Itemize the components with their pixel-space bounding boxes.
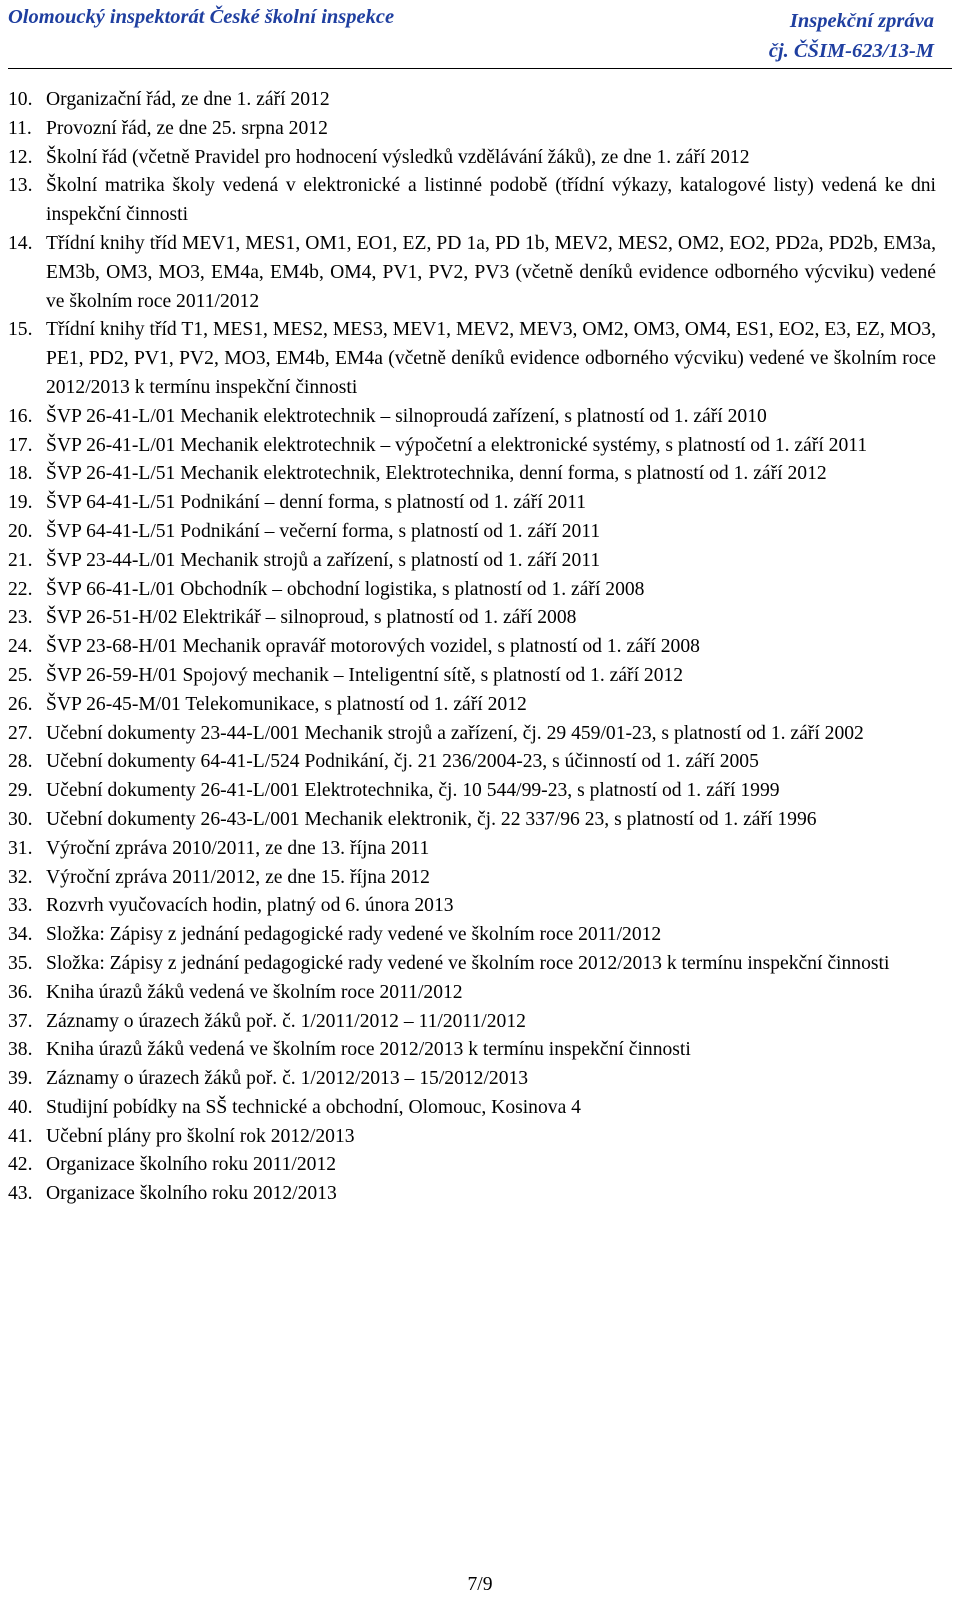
list-item-number: 32. (8, 866, 33, 888)
header-divider (8, 68, 952, 69)
list-item-text: Školní řád (včetně Pravidel pro hodnocení výsledků vzdělávání žáků), ze dne 1. září 2012 (46, 146, 750, 168)
list-item-text: Školní matrika školy vedená v elektronické a listinné podobě (třídní výkazy, katalogové listy) vedená ke dni inspekční činnosti (46, 175, 936, 226)
list-item (8, 691, 936, 720)
list-item-text: ŠVP 66-41-L/01 Obchodník – obchodní logistika, s platností od 1. září 2008 (46, 578, 645, 600)
list-item-number: 39. (8, 1068, 33, 1090)
list-item-number: 16. (8, 405, 33, 427)
list-item (8, 144, 936, 173)
list-item-number: 41. (8, 1125, 33, 1147)
list-item-text: ŠVP 26-41-L/01 Mechanik elektrotechnik – výpočetní a elektronické systémy, s platností od 1. září 2011 (46, 434, 868, 456)
list-item-text: Kniha úrazů žáků vedená ve školním roce 2011/2012 (46, 981, 463, 1003)
list-item (8, 864, 936, 893)
list-item-number: 42. (8, 1154, 33, 1176)
list-item-number: 21. (8, 549, 33, 571)
list-item-number: 14. (8, 232, 33, 254)
list-item (8, 720, 936, 749)
list-item-number: 40. (8, 1096, 33, 1118)
list-item-text: ŠVP 26-45-M/01 Telekomunikace, s platností od 1. září 2012 (46, 693, 527, 715)
list-item (8, 1008, 936, 1037)
list-item (8, 604, 936, 633)
header-report-title: Inspekční zpráva (789, 10, 934, 32)
list-item (8, 432, 936, 461)
list-item-number: 43. (8, 1183, 33, 1205)
list-item-text: ŠVP 26-41-L/51 Mechanik elektrotechnik, Elektrotechnika, denní forma, s platností od 1. září 2012 (46, 463, 827, 485)
list-item-text: Učební dokumenty 64-41-L/524 Podnikání, čj. 21 236/2004-23, s účinností od 1. září 2005 (46, 751, 759, 773)
list-item-text: Třídní knihy tříd T1, MES1, MES2, MES3, MEV1, MEV2, MEV3, OM2, OM3, OM4, ES1, EO2, E3, EZ, MO3, PE1, PD2, PV1, PV2, MO3, EM4b, EM4a (včetně deníků evidence odborného výcviku) vedené ve školním roce 2012/2013 k termínu inspekční činnosti (46, 319, 936, 398)
list-item (8, 1036, 936, 1065)
list-item-text: ŠVP 23-68-H/01 Mechanik opravář motorových vozidel, s platností od 1. září 2008 (46, 636, 700, 658)
list-item-text: ŠVP 64-41-L/51 Podnikání – denní forma, s platností od 1. září 2011 (46, 492, 587, 514)
document-list (8, 86, 936, 1209)
list-item-text: Záznamy o úrazech žáků poř. č. 1/2012/2013 – 15/2012/2013 (46, 1068, 529, 1090)
list-item-number: 37. (8, 1010, 33, 1032)
list-item-number: 22. (8, 578, 33, 600)
list-item-text: Učební dokumenty 26-41-L/001 Elektrotechnika, čj. 10 544/99-23, s platností od 1. září 1999 (46, 780, 780, 802)
list-item-number: 23. (8, 607, 33, 629)
list-item (8, 633, 936, 662)
list-item-text: Učební plány pro školní rok 2012/2013 (46, 1125, 355, 1147)
list-item-text: Složka: Zápisy z jednání pedagogické rady vedené ve školním roce 2011/2012 (46, 924, 662, 946)
list-item-text: Složka: Zápisy z jednání pedagogické rady vedené ve školním roce 2012/2013 k termínu inspekční činnosti (46, 952, 890, 974)
list-item-text: Učební dokumenty 26-43-L/001 Mechanik elektronik, čj. 22 337/96 23, s platností od 1. září 1996 (46, 808, 817, 830)
list-item-text: Organizace školního roku 2011/2012 (46, 1154, 337, 1176)
list-item (8, 1065, 936, 1094)
list-item (8, 547, 936, 576)
list-item-number: 11. (8, 117, 32, 139)
page-header (0, 6, 960, 66)
list-item-number: 36. (8, 981, 33, 1003)
list-item-number: 30. (8, 808, 33, 830)
list-item-number: 10. (8, 89, 33, 110)
list-item-number: 24. (8, 636, 33, 658)
list-item-text: Rozvrh vyučovacích hodin, platný od 6. února 2013 (46, 895, 454, 917)
list-item-text: ŠVP 64-41-L/51 Podnikání – večerní forma, s platností od 1. září 2011 (46, 520, 601, 542)
list-item-number: 35. (8, 952, 33, 974)
list-item (8, 835, 936, 864)
list-item-number: 12. (8, 146, 33, 168)
list-item-text: Provozní řád, ze dne 25. srpna 2012 (46, 117, 328, 139)
list-item (8, 921, 936, 950)
list-item-number: 25. (8, 664, 33, 686)
list-item (8, 806, 936, 835)
list-item-text: Třídní knihy tříd MEV1, MES1, OM1, EO1, EZ, PD 1a, PD 1b, MEV2, MES2, OM2, EO2, PD2a, PD2b, EM3a, EM3b, OM3, MO3, EM4a, EM4b, OM4, PV1, PV2, PV3 (včetně deníků evidence odborného výcviku) vedené ve školním roce 2011/2012 (46, 232, 936, 312)
list-item-number: 38. (8, 1039, 33, 1061)
page-number: 7/9 (467, 1574, 493, 1595)
list-item (8, 316, 936, 402)
list-item-number: 33. (8, 895, 33, 917)
list-item-text: Výroční zpráva 2011/2012, ze dne 15. října 2012 (46, 866, 430, 888)
list-item-number: 15. (8, 319, 33, 341)
list-item (8, 1151, 936, 1180)
list-item (8, 172, 936, 230)
list-item (8, 115, 936, 144)
list-item (8, 777, 936, 806)
list-item-number: 19. (8, 492, 33, 514)
list-item-text: Učební dokumenty 23-44-L/001 Mechanik strojů a zařízení, čj. 29 459/01-23, s platností od 1. září 2002 (46, 722, 864, 744)
list-item-text: Organizace školního roku 2012/2013 (46, 1183, 337, 1205)
list-item-number: 28. (8, 751, 33, 773)
list-item-number: 13. (8, 175, 33, 197)
list-item-number: 26. (8, 693, 33, 715)
list-item (8, 86, 936, 115)
list-item-text: ŠVP 23-44-L/01 Mechanik strojů a zařízení, s platností od 1. září 2011 (46, 549, 601, 571)
list-item-number: 17. (8, 434, 33, 456)
list-item (8, 979, 936, 1008)
list-item-text: Studijní pobídky na SŠ technické a obchodní, Olomouc, Kosinova 4 (46, 1096, 581, 1118)
list-item-text: Kniha úrazů žáků vedená ve školním roce 2012/2013 k termínu inspekční činnosti (46, 1039, 691, 1061)
list-item (8, 518, 936, 547)
header-report-info (769, 6, 934, 66)
list-item (8, 460, 936, 489)
list-item-number: 29. (8, 780, 33, 802)
list-item-text: ŠVP 26-51-H/02 Elektrikář – silnoproud, s platností od 1. září 2008 (46, 607, 577, 629)
list-item (8, 1180, 936, 1209)
list-item-text: ŠVP 26-59-H/01 Spojový mechanik – Inteligentní sítě, s platností od 1. září 2012 (46, 664, 684, 686)
list-item-text: ŠVP 26-41-L/01 Mechanik elektrotechnik – silnoproudá zařízení, s platností od 1. září 2010 (46, 405, 767, 427)
header-organization: Olomoucký inspektorát České školní inspekce (8, 6, 395, 28)
list-item-number: 20. (8, 520, 33, 542)
list-item (8, 748, 936, 777)
list-item-number: 31. (8, 837, 33, 859)
header-reference-number: čj. ČŠIM-623/13-M (768, 40, 934, 62)
list-item (8, 489, 936, 518)
list-item (8, 950, 936, 979)
list-item (8, 230, 936, 316)
list-item-number: 34. (8, 924, 33, 946)
list-item (8, 662, 936, 691)
list-item (8, 403, 936, 432)
list-item-number: 18. (8, 463, 33, 485)
list-item (8, 1094, 936, 1123)
list-item-number: 27. (8, 722, 33, 744)
list-item-text: Záznamy o úrazech žáků poř. č. 1/2011/2012 – 11/2011/2012 (46, 1010, 526, 1032)
list-item (8, 1123, 936, 1152)
list-item-text: Výroční zpráva 2010/2011, ze dne 13. října 2011 (46, 837, 430, 859)
list-item (8, 892, 936, 921)
list-item-text: Organizační řád, ze dne 1. září 2012 (46, 89, 330, 110)
list-item (8, 576, 936, 605)
